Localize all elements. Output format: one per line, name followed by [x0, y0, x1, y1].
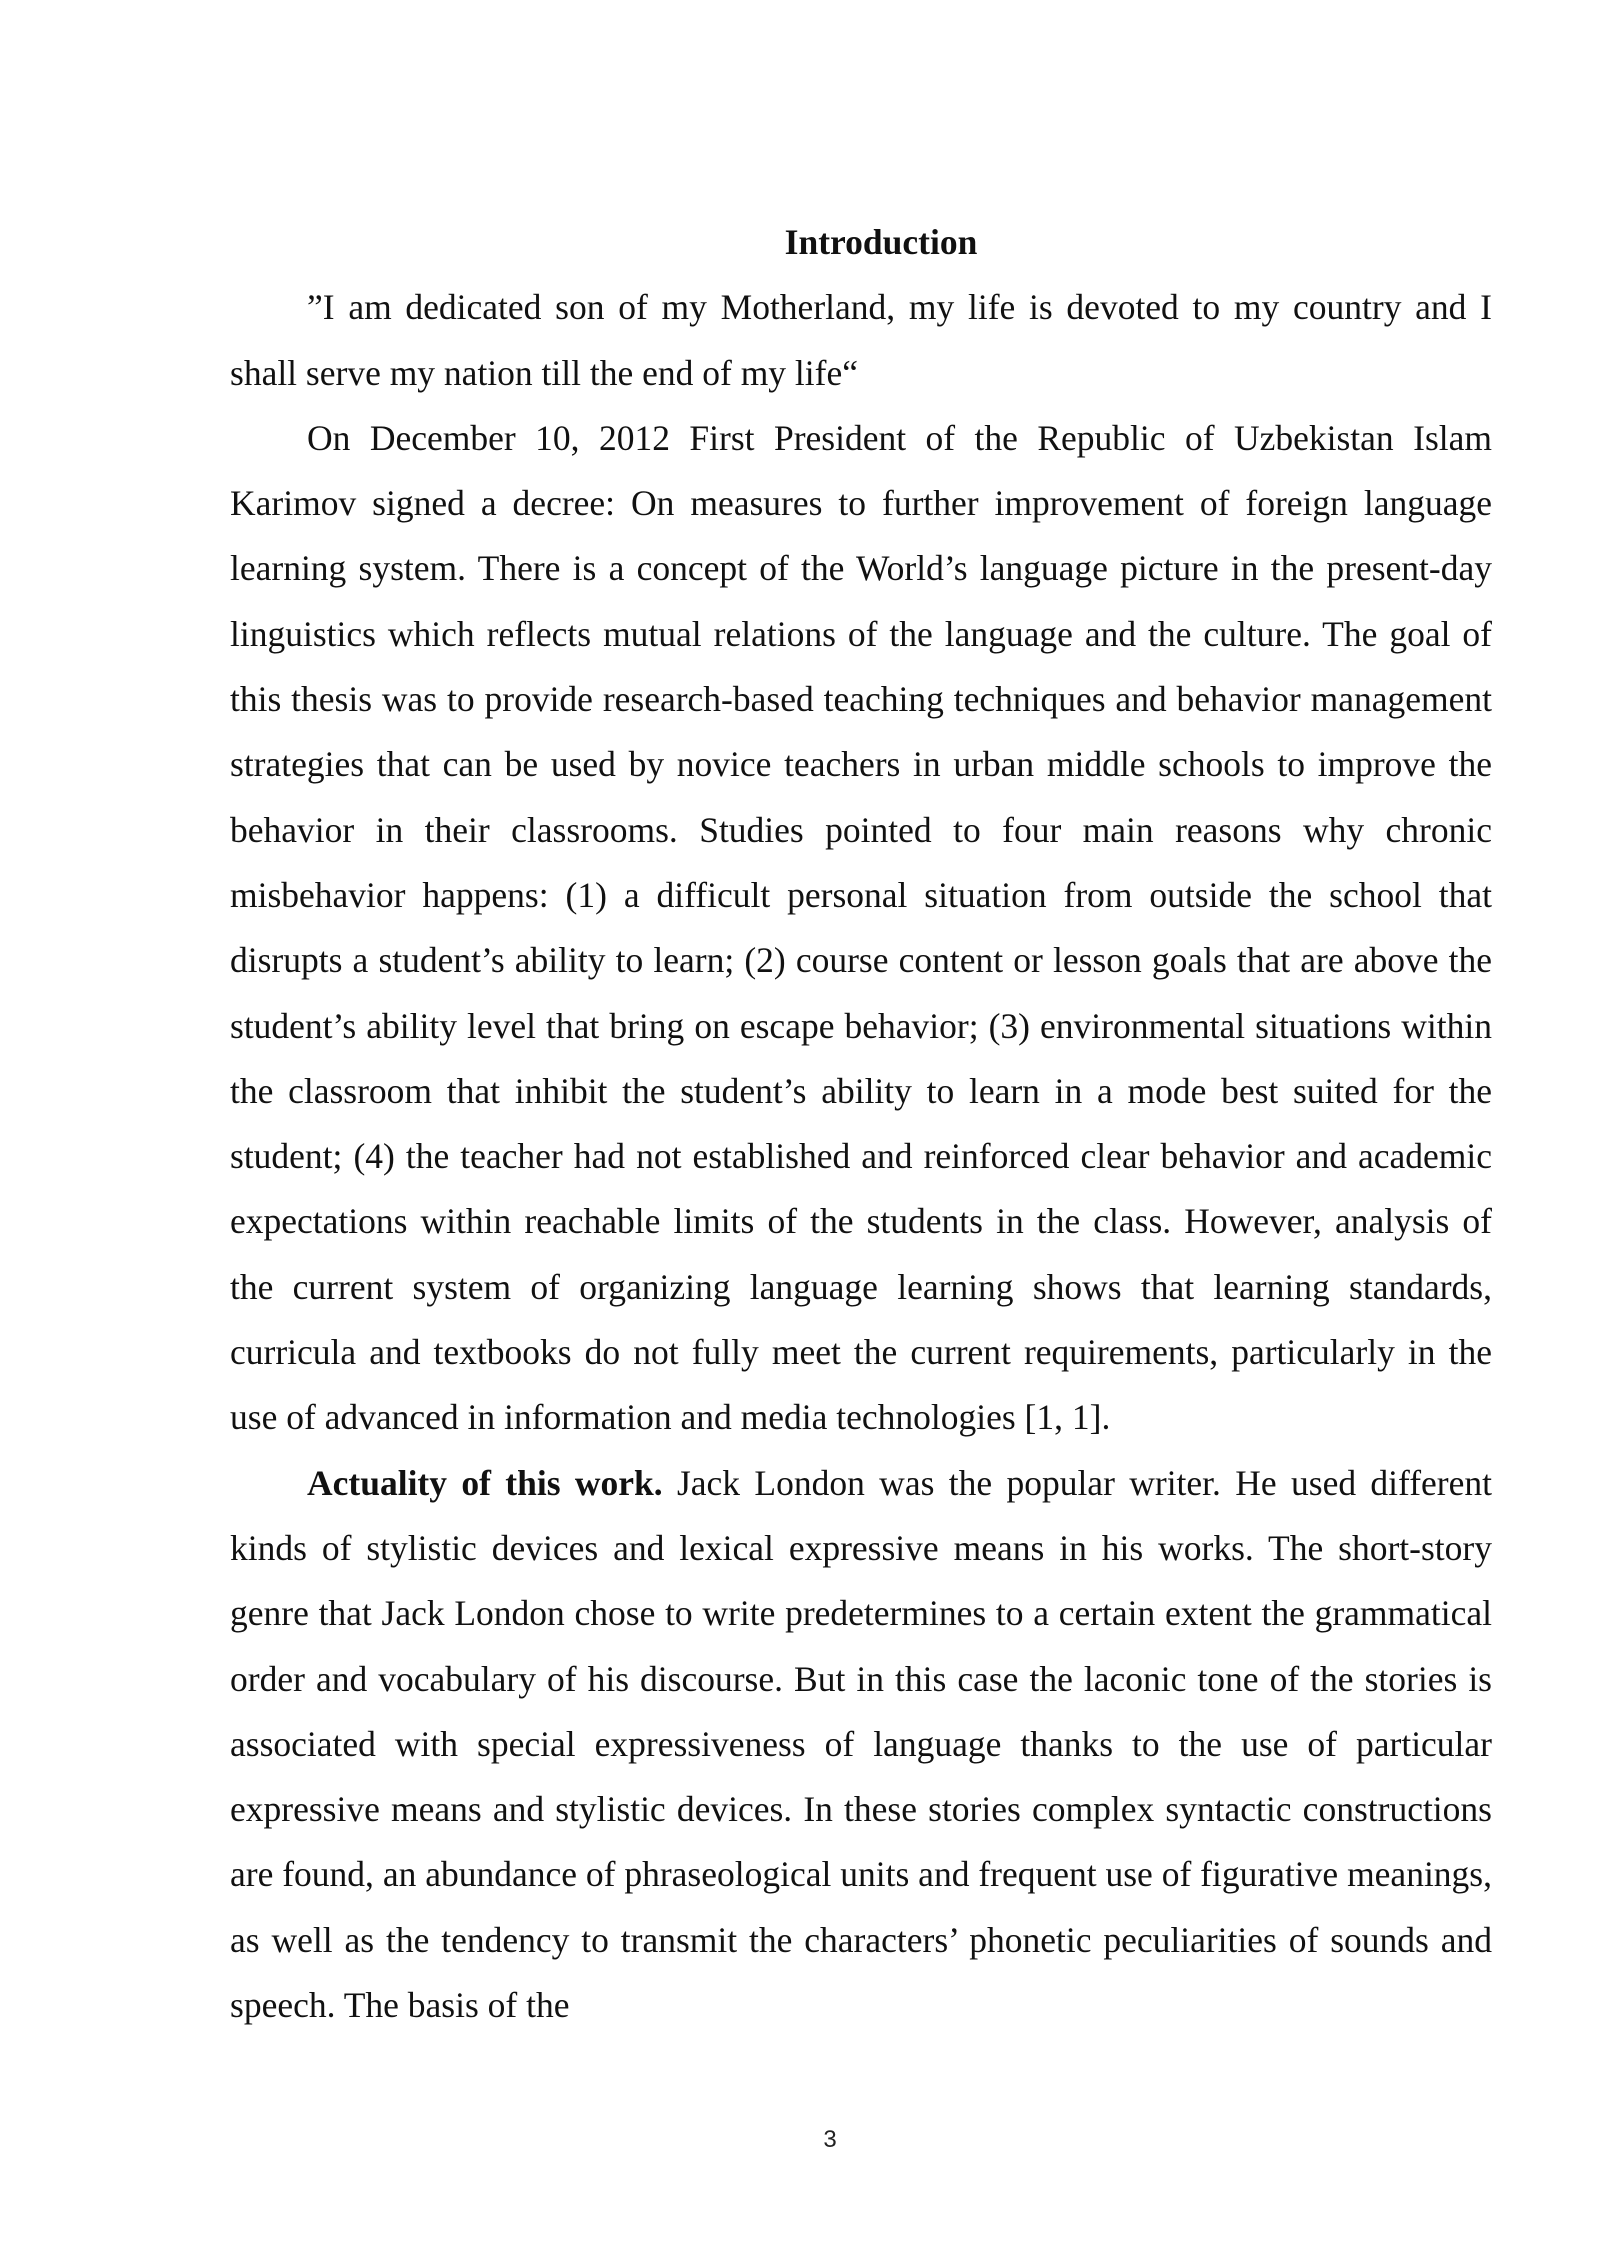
paragraph-bold-lead: Actuality of this work. [307, 1462, 663, 1503]
actuality-paragraph [230, 1451, 1492, 2039]
paragraph-text: ”I am dedicated son of my Motherland, my life is devoted to my country and I shall serve my nation till the end of my life“ [230, 287, 1492, 393]
paragraph-text: On December 10, 2012 First President of the Republic of Uzbekistan Islam Karimov signed a decree: On measures to further improvement of foreign language learning system. There is a concept of the World’s language picture in the present-day linguistics which reflects mutual relations of the language and the culture. The goal of this thesis was to provide research-based teaching techniques and behavior management strategies that can be used by novice teachers in urban middle schools to improve the behavior in their classrooms. Studies pointed to four main reasons why chronic misbehavior happens: (1) a difficult personal situation from outside the school that disrupts a student’s ability to learn; (2) course content or lesson goals that are above the student’s ability level that bring on escape behavior; (3) environmental situations within the classroom that inhibit the student’s ability to learn in a mode best suited for the student; (4) the teacher had not established and reinforced clear behavior and academic expectations within reachable limits of the students in the class. However, analysis of the current system of organizing language learning shows that learning standards, curricula and textbooks do not fully meet the current requirements, particularly in the use of advanced in information and media technologies [1, 1]. [230, 417, 1492, 1438]
page-number: 3 [823, 2126, 837, 2153]
section-heading: Introduction [784, 222, 978, 262]
epigraph-paragraph [230, 275, 1492, 406]
page-body [230, 210, 1492, 2038]
paragraph-text: Jack London was the popular writer. He used different kinds of stylistic devices and lexical expressive means in his works. The short-story genre that Jack London chose to write predetermines to a certain extent the grammatical order and vocabulary of his discourse. But in this case the laconic tone of the stories is associated with special expressiveness of language thanks to the use of particular expressive means and stylistic devices. In these stories complex syntactic constructions are found, an abundance of phraseological units and frequent use of figurative meanings, as well as the tendency to transmit the characters’ phonetic peculiarities of sounds and speech. The basis of the [230, 1462, 1492, 2026]
decree-paragraph [230, 406, 1492, 1451]
